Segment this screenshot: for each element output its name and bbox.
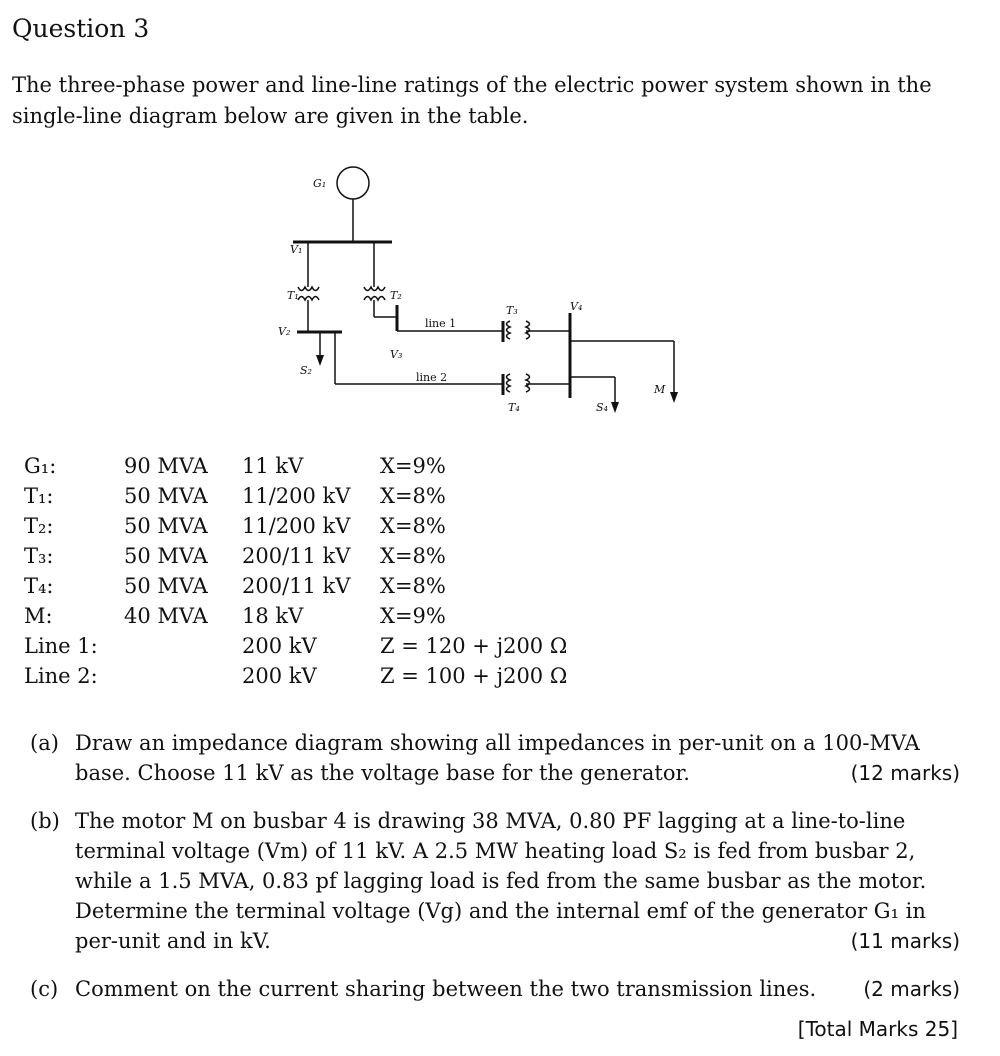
s2-arrow bbox=[316, 355, 324, 366]
power-rating bbox=[124, 631, 242, 661]
component-name: Line 1: bbox=[24, 634, 98, 658]
impedance-value: Z = 100 + j200 Ω bbox=[380, 664, 568, 688]
part-label: (b) bbox=[30, 809, 60, 833]
voltage-rating: 200 kV bbox=[242, 634, 317, 658]
motor-label: M bbox=[654, 383, 666, 396]
power-rating: 50 MVA bbox=[124, 574, 208, 598]
part-text: The motor M on busbar 4 is drawing 38 MVA, 0.80 PF lagging at a line-to-line terminal voltage (Vm) of 11 kV. A 2.5 MW heating load S₂ is fed from busbar 2, while a 1.5 MVA, 0.83 pf lagging load is fed from the same busbar as the motor. Determine the terminal voltage (Vg) and the internal emf of the generator G₁ in per-unit and in kV. bbox=[75, 809, 927, 953]
impedance-value: X=8% bbox=[380, 544, 446, 568]
component-name: G₁: bbox=[24, 454, 57, 478]
table-row bbox=[24, 541, 567, 571]
component-name: M: bbox=[24, 604, 53, 628]
table-row bbox=[24, 601, 567, 631]
part-text: Draw an impedance diagram showing all impedances in per-unit on a 100-MVA base. Choose 11 kV as the voltage base for the generator. bbox=[75, 731, 920, 785]
power-rating: 50 MVA bbox=[124, 544, 208, 568]
question-parts bbox=[30, 728, 960, 1022]
ratings-table bbox=[24, 451, 567, 691]
component-name: Line 2: bbox=[24, 664, 98, 688]
voltage-rating: 11 kV bbox=[242, 454, 304, 478]
s4-arrow bbox=[611, 402, 619, 413]
question-heading: Question 3 bbox=[12, 14, 150, 43]
table-row bbox=[24, 631, 567, 661]
generator-symbol bbox=[337, 167, 369, 199]
t1-label: T₁ bbox=[287, 289, 299, 302]
motor-arrow bbox=[670, 392, 678, 403]
part-text: Comment on the current sharing between the two transmission lines. bbox=[75, 977, 817, 1001]
t4-label: T₄ bbox=[508, 401, 520, 414]
part-marks: (2 marks) bbox=[863, 977, 960, 1001]
impedance-value: X=8% bbox=[380, 574, 446, 598]
impedance-value: Z = 120 + j200 Ω bbox=[380, 634, 568, 658]
power-rating: 50 MVA bbox=[124, 514, 208, 538]
total-marks: [Total Marks 25] bbox=[797, 1017, 958, 1041]
t4-symbol bbox=[507, 374, 530, 392]
bus2-label: V₂ bbox=[278, 325, 291, 338]
component-name: T₄: bbox=[24, 574, 54, 598]
voltage-rating: 200 kV bbox=[242, 664, 317, 688]
voltage-rating: 11/200 kV bbox=[242, 514, 351, 538]
voltage-rating: 200/11 kV bbox=[242, 544, 351, 568]
t2-symbol bbox=[364, 287, 385, 300]
table-row bbox=[24, 661, 567, 691]
impedance-value: X=9% bbox=[380, 604, 446, 628]
t3-symbol bbox=[507, 321, 530, 339]
power-rating bbox=[124, 661, 242, 691]
voltage-rating: 200/11 kV bbox=[242, 574, 351, 598]
impedance-value: X=9% bbox=[380, 454, 446, 478]
part-marks: (11 marks) bbox=[850, 929, 960, 953]
impedance-value: X=8% bbox=[380, 484, 446, 508]
part-b bbox=[30, 806, 960, 956]
t2-label: T₂ bbox=[390, 289, 402, 302]
part-marks: (12 marks) bbox=[850, 761, 960, 785]
generator-label: G₁ bbox=[313, 177, 327, 190]
voltage-rating: 18 kV bbox=[242, 604, 304, 628]
component-name: T₂: bbox=[24, 514, 54, 538]
component-name: T₃: bbox=[24, 544, 54, 568]
table-row bbox=[24, 481, 567, 511]
part-label: (a) bbox=[30, 731, 59, 755]
part-a bbox=[30, 728, 960, 788]
line1-label: line 1 bbox=[425, 317, 457, 330]
part-label: (c) bbox=[30, 977, 59, 1001]
bus1-label: V₁ bbox=[290, 243, 303, 256]
line2-label: line 2 bbox=[416, 371, 448, 384]
power-rating: 40 MVA bbox=[124, 604, 208, 628]
component-name: T₁: bbox=[24, 484, 54, 508]
t1-symbol bbox=[298, 287, 319, 300]
table-row bbox=[24, 571, 567, 601]
question-intro: The three-phase power and line-line ratings of the electric power system shown in the single-line diagram below are given in the table. bbox=[12, 73, 932, 128]
s4-label: S₄ bbox=[596, 401, 608, 414]
power-rating: 90 MVA bbox=[124, 454, 208, 478]
impedance-value: X=8% bbox=[380, 514, 446, 538]
part-c bbox=[30, 974, 960, 1004]
table-row bbox=[24, 511, 567, 541]
bus4-label: V₄ bbox=[570, 300, 583, 313]
single-line-diagram bbox=[270, 155, 690, 425]
table-row bbox=[24, 451, 567, 481]
voltage-rating: 11/200 kV bbox=[242, 484, 351, 508]
s2-label: S₂ bbox=[300, 364, 312, 377]
bus3-label: V₃ bbox=[390, 348, 403, 361]
t3-label: T₃ bbox=[506, 304, 518, 317]
power-rating: 50 MVA bbox=[124, 484, 208, 508]
